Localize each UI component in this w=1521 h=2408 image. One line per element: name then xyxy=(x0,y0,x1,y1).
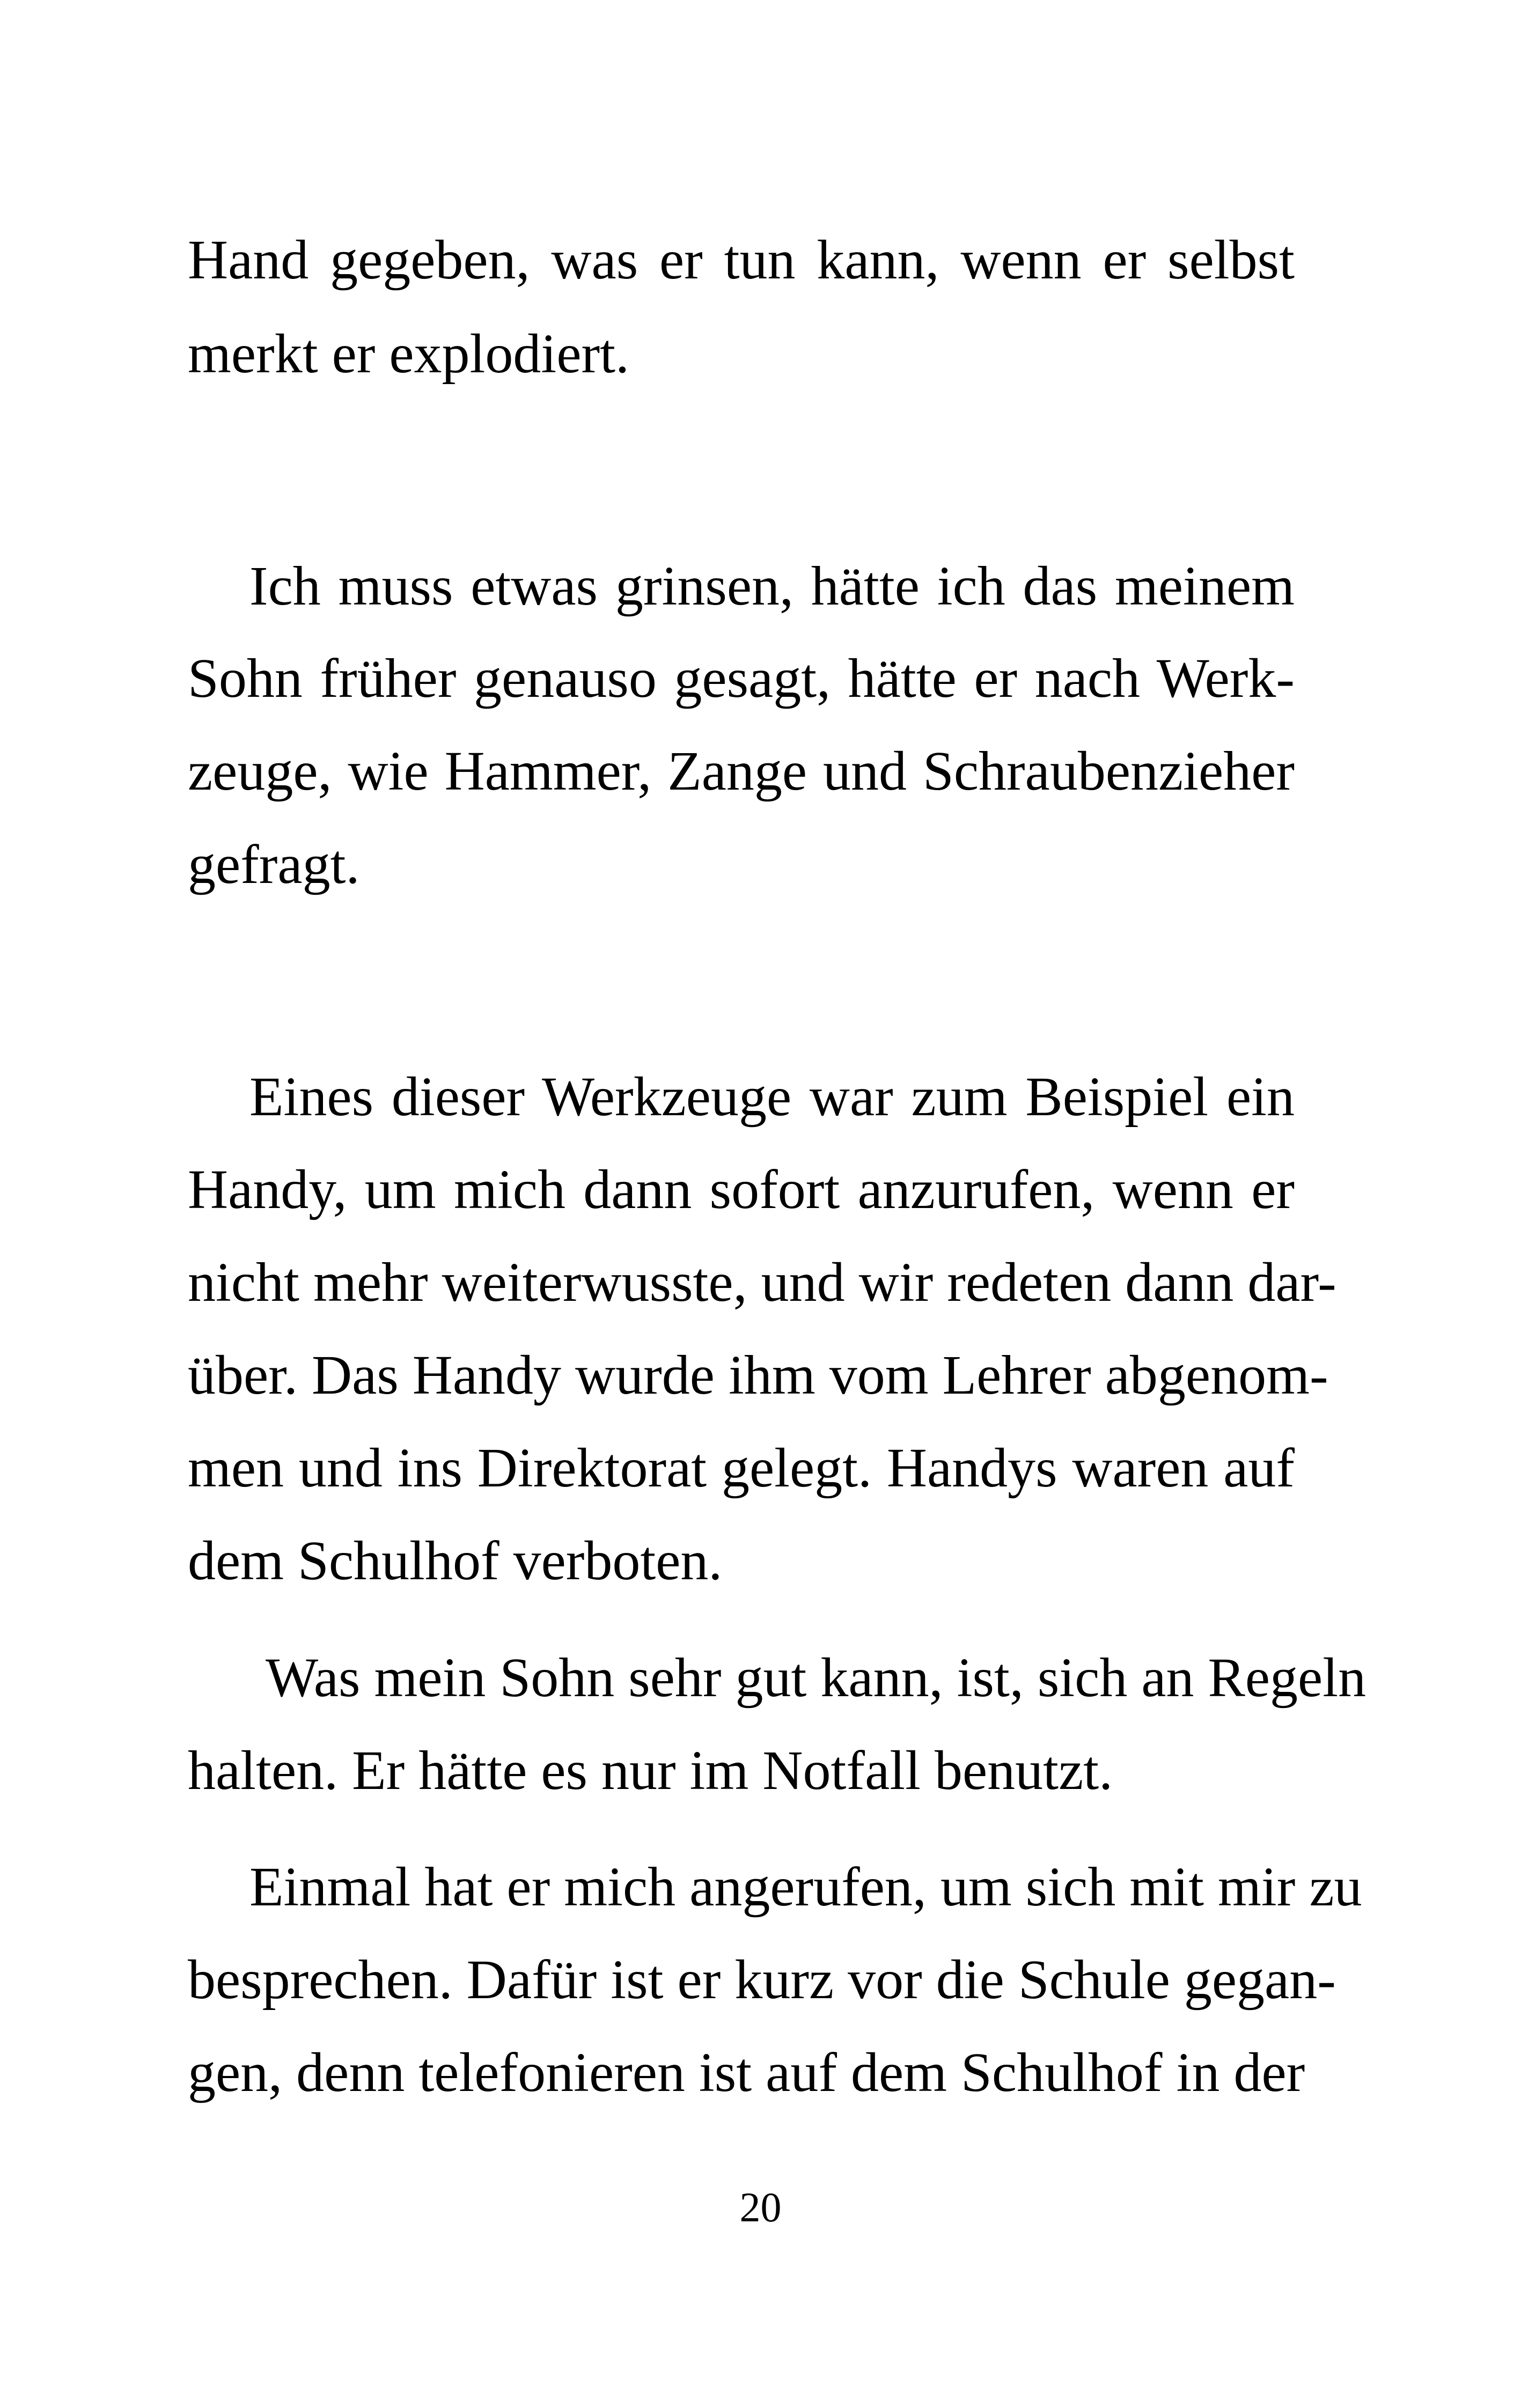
text-line: gen, denn telefonieren ist auf dem Schulhof in der xyxy=(188,2042,1305,2103)
text-line: gefragt. xyxy=(188,834,360,895)
text-line: men und ins Direktorat gelegt. Handys waren auf xyxy=(188,1437,1295,1499)
text-line: dem Schulhof verboten. xyxy=(188,1530,723,1592)
text-line: Sohn früher genauso gesagt, hätte er nach Werk- xyxy=(188,647,1295,709)
page-number: 20 xyxy=(739,2184,782,2230)
text-line: Einmal hat er mich angerufen, um sich mit mir zu xyxy=(249,1856,1362,1918)
text-line: Hand gegeben, was er tun kann, wenn er selbst xyxy=(188,229,1295,291)
text-line: zeuge, wie Hammer, Zange und Schraubenzieher xyxy=(188,740,1295,802)
text-line: über. Das Handy wurde ihm vom Lehrer abgenom- xyxy=(188,1344,1328,1406)
text-line: nicht mehr weiterwusste, und wir redeten dann dar- xyxy=(188,1251,1336,1313)
text-line: Was mein Sohn sehr gut kann, ist, sich an Regeln xyxy=(266,1647,1366,1709)
text-line: Eines dieser Werkzeuge war zum Beispiel ein xyxy=(249,1066,1295,1128)
text-line: halten. Er hätte es nur im Notfall benutzt. xyxy=(188,1740,1113,1801)
text-line: merkt er explodiert. xyxy=(188,323,630,385)
text-line: Handy, um mich dann sofort anzurufen, wenn er xyxy=(188,1159,1295,1220)
text-line: Ich muss etwas grinsen, hätte ich das meinem xyxy=(249,555,1295,617)
text-line: besprechen. Dafür ist er kurz vor die Schule gegan- xyxy=(188,1949,1336,2011)
